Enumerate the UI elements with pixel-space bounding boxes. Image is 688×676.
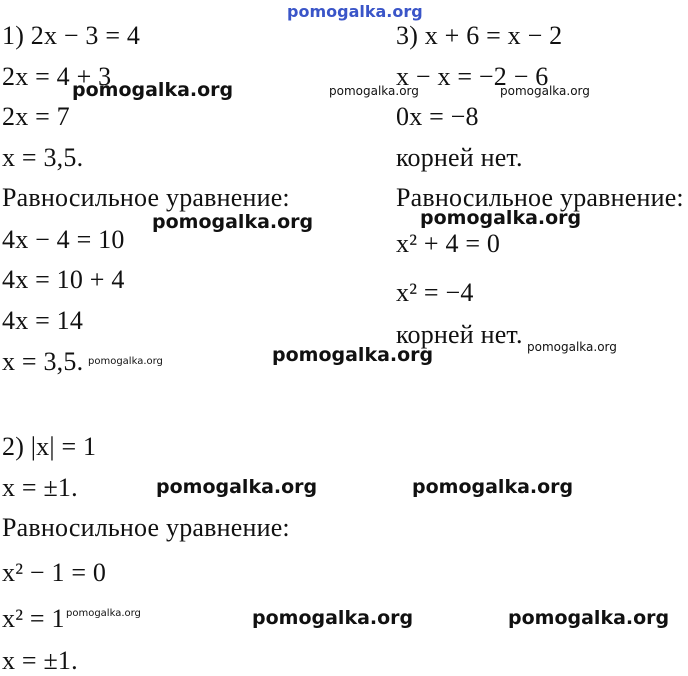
eq3b-line2: x² = −4 (396, 278, 474, 307)
watermark: pomogalka.org (156, 476, 318, 498)
eq2b-line2: x² = 1 (2, 604, 65, 633)
eq3-line2: x − x = −2 − 6 (396, 62, 549, 91)
equivalent-heading-2: Равносильное уравнение: (2, 513, 290, 542)
watermark-top: pomogalka.org (287, 2, 423, 21)
equivalent-heading-3: Равносильное уравнение: (396, 183, 684, 212)
watermark: pomogalka.org (412, 476, 574, 498)
eq3b-line3: корней нет. (396, 320, 523, 349)
eq1-line4: x = 3,5. (2, 143, 84, 172)
watermark: pomogalka.org (420, 207, 582, 229)
eq1b-line1: 4x − 4 = 10 (2, 225, 125, 254)
watermark: pomogalka.org (88, 356, 163, 367)
equivalent-heading-1: Равносильное уравнение: (2, 183, 290, 212)
watermark: pomogalka.org (66, 608, 141, 619)
eq3-line4: корней нет. (396, 143, 523, 172)
watermark: pomogalka.org (252, 607, 414, 629)
eq1-line1: 1) 2x − 3 = 4 (2, 21, 141, 50)
watermark: pomogalka.org (72, 79, 234, 101)
eq3-line3: 0x = −8 (396, 102, 479, 131)
eq1b-line3: 4x = 14 (2, 306, 84, 335)
eq2b-line3: x = ±1. (2, 646, 78, 675)
watermark: pomogalka.org (272, 344, 434, 366)
watermark: pomogalka.org (152, 211, 314, 233)
watermark: pomogalka.org (527, 340, 617, 354)
eq1b-line2: 4x = 10 + 4 (2, 265, 125, 294)
eq1-line2: 2x = 4 + 3 (2, 62, 112, 91)
watermark: pomogalka.org (329, 84, 419, 98)
eq3b-line1: x² + 4 = 0 (396, 229, 501, 258)
eq2-line2: x = ±1. (2, 473, 78, 502)
eq1-line3: 2x = 7 (2, 102, 70, 131)
eq2-line1: 2) |x| = 1 (2, 432, 97, 461)
eq2b-line1: x² − 1 = 0 (2, 558, 107, 587)
watermark: pomogalka.org (508, 607, 670, 629)
watermark: pomogalka.org (500, 84, 590, 98)
eq3-line1: 3) x + 6 = x − 2 (396, 21, 563, 50)
eq1b-line4: x = 3,5. (2, 347, 84, 376)
